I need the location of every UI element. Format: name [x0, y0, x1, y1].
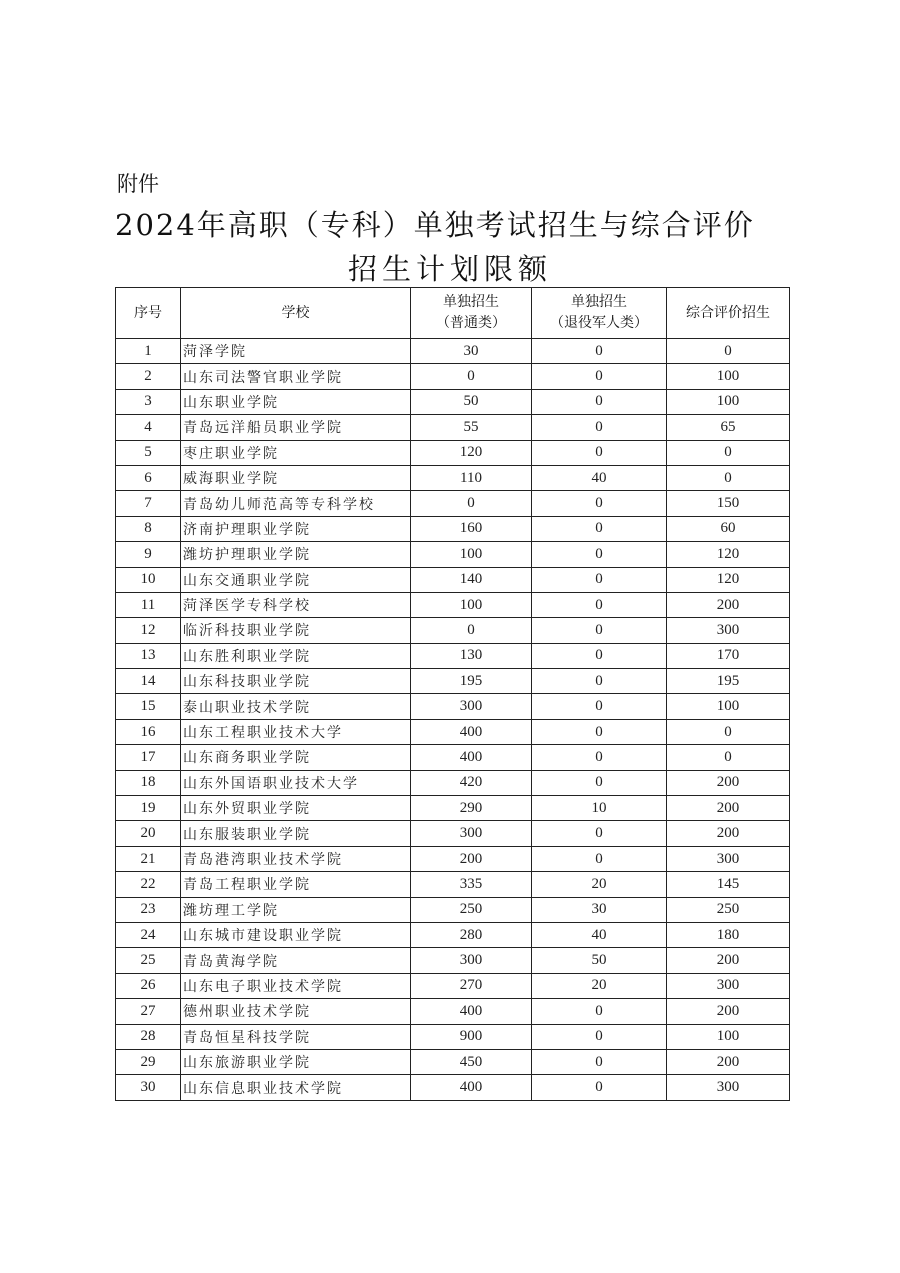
row-single-general: 400: [411, 719, 532, 744]
row-single-veteran: 0: [532, 643, 667, 668]
row-index: 17: [116, 745, 181, 770]
row-index: 7: [116, 491, 181, 516]
row-single-general: 250: [411, 897, 532, 922]
row-single-general: 30: [411, 339, 532, 364]
row-school: 山东城市建设职业学院: [181, 922, 411, 947]
row-single-general: 0: [411, 364, 532, 389]
header-single-general: [411, 288, 532, 339]
row-single-general: 270: [411, 973, 532, 998]
table-row: [116, 948, 790, 973]
row-single-general: 400: [411, 1075, 532, 1100]
row-school: 山东胜利职业学院: [181, 643, 411, 668]
row-single-general: 200: [411, 846, 532, 871]
row-single-general: 400: [411, 745, 532, 770]
row-single-general: 55: [411, 415, 532, 440]
table-row: [116, 973, 790, 998]
row-single-veteran: 0: [532, 440, 667, 465]
row-comprehensive: 170: [667, 643, 790, 668]
row-comprehensive: 300: [667, 846, 790, 871]
row-comprehensive: 300: [667, 618, 790, 643]
row-single-veteran: 0: [532, 999, 667, 1024]
row-single-veteran: 0: [532, 745, 667, 770]
row-single-veteran: 40: [532, 465, 667, 490]
row-comprehensive: 0: [667, 339, 790, 364]
header-single-veteran-line1: 单独招生: [571, 294, 627, 310]
table-row: [116, 440, 790, 465]
table-row: [116, 897, 790, 922]
row-comprehensive: 120: [667, 567, 790, 592]
row-single-veteran: 0: [532, 364, 667, 389]
row-school: 枣庄职业学院: [181, 440, 411, 465]
row-school: 青岛幼儿师范高等专科学校: [181, 491, 411, 516]
document-title-line-2: 招生计划限额: [347, 252, 552, 286]
row-index: 3: [116, 389, 181, 414]
row-comprehensive: 200: [667, 592, 790, 617]
table-row: [116, 1075, 790, 1100]
row-school: 菏泽学院: [181, 339, 411, 364]
row-single-veteran: 0: [532, 542, 667, 567]
row-single-general: 130: [411, 643, 532, 668]
row-school: 青岛恒星科技学院: [181, 1024, 411, 1049]
row-index: 28: [116, 1024, 181, 1049]
row-comprehensive: 120: [667, 542, 790, 567]
row-index: 30: [116, 1075, 181, 1100]
row-single-general: 300: [411, 948, 532, 973]
table-row: [116, 339, 790, 364]
row-single-general: 450: [411, 1049, 532, 1074]
row-school: 山东服装职业学院: [181, 821, 411, 846]
row-single-veteran: 0: [532, 694, 667, 719]
row-school: 山东交通职业学院: [181, 567, 411, 592]
row-single-general: 195: [411, 669, 532, 694]
table-row: [116, 465, 790, 490]
document-title-line-1: 2024年高职（专科）单独考试招生与综合评价: [115, 208, 755, 242]
row-comprehensive: 200: [667, 1049, 790, 1074]
row-school: 山东外国语职业技术大学: [181, 770, 411, 795]
row-single-veteran: 0: [532, 516, 667, 541]
row-index: 11: [116, 592, 181, 617]
row-index: 1: [116, 339, 181, 364]
table-row: [116, 592, 790, 617]
row-comprehensive: 200: [667, 796, 790, 821]
row-comprehensive: 195: [667, 669, 790, 694]
row-single-general: 100: [411, 542, 532, 567]
row-comprehensive: 0: [667, 465, 790, 490]
row-index: 19: [116, 796, 181, 821]
row-index: 14: [116, 669, 181, 694]
row-index: 2: [116, 364, 181, 389]
row-single-general: 300: [411, 694, 532, 719]
table-row: [116, 770, 790, 795]
row-school: 青岛港湾职业技术学院: [181, 846, 411, 871]
table-row: [116, 922, 790, 947]
row-school: 德州职业技术学院: [181, 999, 411, 1024]
row-index: 15: [116, 694, 181, 719]
row-single-general: 110: [411, 465, 532, 490]
table-row: [116, 694, 790, 719]
row-single-veteran: 0: [532, 491, 667, 516]
row-single-general: 420: [411, 770, 532, 795]
row-comprehensive: 200: [667, 999, 790, 1024]
header-index: 序号: [116, 288, 181, 339]
row-comprehensive: 145: [667, 872, 790, 897]
table-row: [116, 745, 790, 770]
table-row: [116, 669, 790, 694]
row-single-veteran: 30: [532, 897, 667, 922]
row-comprehensive: 0: [667, 719, 790, 744]
row-school: 青岛工程职业学院: [181, 872, 411, 897]
row-single-veteran: 0: [532, 592, 667, 617]
row-single-veteran: 0: [532, 567, 667, 592]
row-school: 泰山职业技术学院: [181, 694, 411, 719]
row-single-veteran: 10: [532, 796, 667, 821]
row-index: 24: [116, 922, 181, 947]
row-single-general: 50: [411, 389, 532, 414]
row-single-general: 140: [411, 567, 532, 592]
row-comprehensive: 100: [667, 389, 790, 414]
row-school: 山东信息职业技术学院: [181, 1075, 411, 1100]
table-row: [116, 567, 790, 592]
row-comprehensive: 0: [667, 745, 790, 770]
header-single-general-line1: 单独招生: [443, 294, 499, 310]
row-single-general: 0: [411, 491, 532, 516]
row-index: 22: [116, 872, 181, 897]
row-school: 临沂科技职业学院: [181, 618, 411, 643]
row-single-veteran: 0: [532, 1049, 667, 1074]
table-row: [116, 1024, 790, 1049]
attachment-label: 附件: [117, 172, 159, 196]
row-comprehensive: 200: [667, 948, 790, 973]
row-school: 山东电子职业技术学院: [181, 973, 411, 998]
row-single-veteran: 0: [532, 618, 667, 643]
header-school: 学校: [181, 288, 411, 339]
row-single-veteran: 0: [532, 1075, 667, 1100]
row-index: 12: [116, 618, 181, 643]
row-single-veteran: 0: [532, 719, 667, 744]
header-single-general-line2: （普通类）: [436, 315, 506, 331]
header-comprehensive: 综合评价招生: [667, 288, 790, 339]
table-row: [116, 516, 790, 541]
row-single-general: 900: [411, 1024, 532, 1049]
table-row: [116, 643, 790, 668]
row-index: 18: [116, 770, 181, 795]
row-single-general: 290: [411, 796, 532, 821]
row-comprehensive: 180: [667, 922, 790, 947]
row-school: 山东司法警官职业学院: [181, 364, 411, 389]
table-row: [116, 796, 790, 821]
row-single-general: 160: [411, 516, 532, 541]
header-single-veteran: [532, 288, 667, 339]
row-index: 25: [116, 948, 181, 973]
row-single-general: 120: [411, 440, 532, 465]
row-comprehensive: 300: [667, 973, 790, 998]
table-row: [116, 719, 790, 744]
table-row: [116, 618, 790, 643]
row-single-veteran: 0: [532, 339, 667, 364]
table-row: [116, 542, 790, 567]
row-school: 潍坊理工学院: [181, 897, 411, 922]
row-single-general: 280: [411, 922, 532, 947]
row-school: 山东科技职业学院: [181, 669, 411, 694]
table-row: [116, 415, 790, 440]
table-row: [116, 364, 790, 389]
row-index: 5: [116, 440, 181, 465]
row-single-veteran: 0: [532, 770, 667, 795]
row-single-veteran: 20: [532, 973, 667, 998]
row-school: 潍坊护理职业学院: [181, 542, 411, 567]
row-index: 16: [116, 719, 181, 744]
row-index: 10: [116, 567, 181, 592]
row-index: 23: [116, 897, 181, 922]
row-comprehensive: 300: [667, 1075, 790, 1100]
row-index: 9: [116, 542, 181, 567]
row-index: 6: [116, 465, 181, 490]
table-row: [116, 1049, 790, 1074]
row-index: 29: [116, 1049, 181, 1074]
row-school: 山东商务职业学院: [181, 745, 411, 770]
row-index: 8: [116, 516, 181, 541]
row-single-veteran: 40: [532, 922, 667, 947]
row-school: 山东旅游职业学院: [181, 1049, 411, 1074]
row-school: 菏泽医学专科学校: [181, 592, 411, 617]
table-row: [116, 872, 790, 897]
table-row: [116, 999, 790, 1024]
table-body: [116, 339, 790, 1101]
row-comprehensive: 100: [667, 364, 790, 389]
row-school: 威海职业学院: [181, 465, 411, 490]
header-single-veteran-line2: （退役军人类）: [550, 315, 648, 331]
row-comprehensive: 150: [667, 491, 790, 516]
enrollment-quota-table: [115, 287, 790, 1101]
row-single-general: 400: [411, 999, 532, 1024]
row-school: 青岛远洋船员职业学院: [181, 415, 411, 440]
row-index: 13: [116, 643, 181, 668]
table-row: [116, 846, 790, 871]
row-single-veteran: 0: [532, 669, 667, 694]
row-comprehensive: 100: [667, 694, 790, 719]
row-single-veteran: 0: [532, 415, 667, 440]
row-school: 青岛黄海学院: [181, 948, 411, 973]
row-single-general: 300: [411, 821, 532, 846]
row-single-general: 0: [411, 618, 532, 643]
row-single-veteran: 50: [532, 948, 667, 973]
row-comprehensive: 100: [667, 1024, 790, 1049]
row-index: 21: [116, 846, 181, 871]
row-index: 4: [116, 415, 181, 440]
row-index: 26: [116, 973, 181, 998]
row-comprehensive: 200: [667, 770, 790, 795]
row-index: 27: [116, 999, 181, 1024]
row-comprehensive: 200: [667, 821, 790, 846]
row-comprehensive: 60: [667, 516, 790, 541]
row-single-veteran: 0: [532, 846, 667, 871]
row-school: 山东工程职业技术大学: [181, 719, 411, 744]
row-comprehensive: 65: [667, 415, 790, 440]
row-single-veteran: 0: [532, 821, 667, 846]
table-header-row: [116, 288, 790, 339]
table-row: [116, 491, 790, 516]
row-comprehensive: 250: [667, 897, 790, 922]
row-school: 济南护理职业学院: [181, 516, 411, 541]
row-single-general: 335: [411, 872, 532, 897]
row-single-general: 100: [411, 592, 532, 617]
row-single-veteran: 0: [532, 389, 667, 414]
row-comprehensive: 0: [667, 440, 790, 465]
table-row: [116, 821, 790, 846]
row-index: 20: [116, 821, 181, 846]
row-single-veteran: 20: [532, 872, 667, 897]
row-school: 山东职业学院: [181, 389, 411, 414]
row-single-veteran: 0: [532, 1024, 667, 1049]
table-row: [116, 389, 790, 414]
row-school: 山东外贸职业学院: [181, 796, 411, 821]
